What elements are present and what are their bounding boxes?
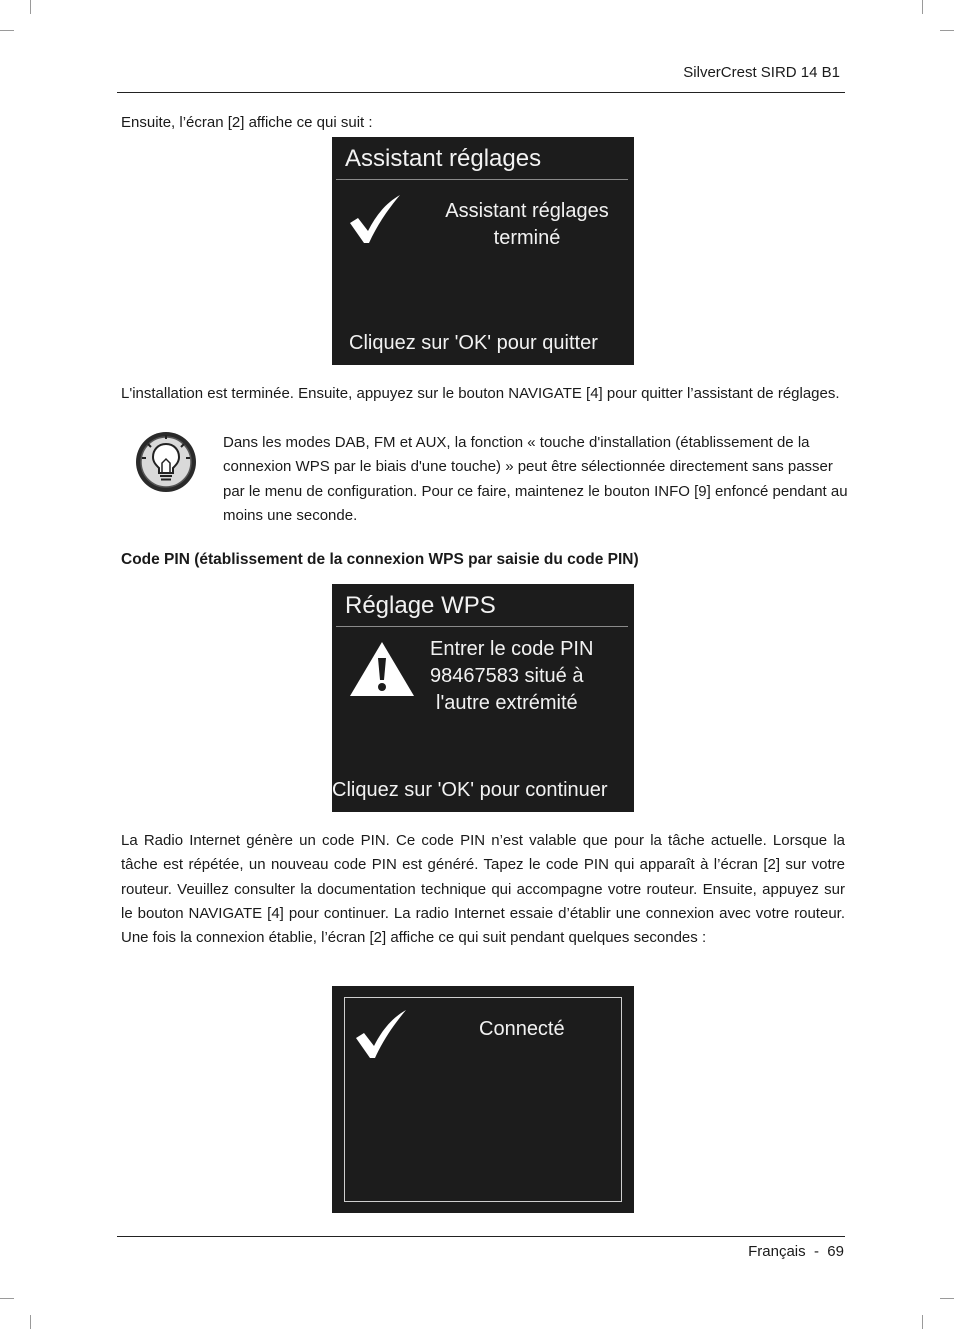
footer-page-label [748,1243,844,1260]
screen-message [430,636,608,717]
tip-text: Dans les modes DAB, FM et AUX, la fonction « touche d'installation (établissement de la connexion WPS par le biais d'une touche) » peut être sélectionnée directement sans passer par le menu de configuration. Pour ce faire, maintenez le bouton INFO [9] enfoncé pendant au moins une seconde. [223,434,848,524]
checkmark-icon [348,193,402,245]
paragraph-setup-complete: L'installation est terminée. Ensuite, appuyez sur le bouton NAVIGATE [4] pour quitter l’assistant de réglages. [121,385,840,402]
screen-footer-prompt: Cliquez sur 'OK' pour continuer [332,779,608,801]
intro-text: Ensuite, l’écran [2] affiche ce qui suit : [121,114,373,131]
crop-mark [30,1315,31,1329]
warning-icon [348,640,416,698]
screen-message-line: 98467583 situé à [430,665,584,687]
checkmark-icon [354,1008,408,1060]
header-rule [117,92,845,93]
screen-message-line: Entrer le code PIN [430,638,594,660]
screen-message-line: Assistant réglages [445,200,609,222]
header-model-name: SilverCrest SIRD 14 B1 [683,64,840,81]
screen-title: Réglage WPS [345,592,496,619]
footer-rule [117,1236,845,1237]
screen-title-rule [336,179,628,180]
crop-mark [922,1315,923,1329]
screen-title: Assistant réglages [345,145,542,172]
screen-title-rule [336,626,628,627]
lightbulb-icon [134,430,198,494]
crop-mark [30,0,31,14]
crop-mark [940,30,954,31]
screen-message: Connecté [479,1018,565,1040]
screen-message-line: l'autre extrémité [436,692,578,714]
paragraph-pin-instructions: La Radio Internet génère un code PIN. Ce code PIN n’est valable que pour la tâche actuelle. Lorsque la tâche est répétée, un nouveau code PIN est généré. Tapez le code PIN qui apparaît à l’écran [2] sur votre routeur. Veuillez consulter la documentation technique qui accompagne votre routeur. Ensuite, appuyez sur le bouton NAVIGATE [4] pour continuer. La radio Internet essaie d’établir une connexion avec votre routeur. Une fois la connexion établie, l’écran [2] affiche ce qui suit pendant quelques secondes : [121,832,845,947]
crop-mark [0,30,14,31]
device-screen-connected [332,986,634,1213]
crop-mark [922,0,923,14]
crop-mark [940,1298,954,1299]
page-label: Français - 69 [748,1243,844,1260]
section-heading: Code PIN (établissement de la connexion WPS par saisie du code PIN) [121,551,639,568]
crop-mark [0,1298,14,1299]
device-screen-wps-pin [332,584,634,812]
screen-footer-prompt: Cliquez sur 'OK' pour quitter [349,332,598,354]
screen-message [436,198,618,252]
screen-message-line: terminé [493,227,561,249]
device-screen-setup-complete [332,137,634,365]
